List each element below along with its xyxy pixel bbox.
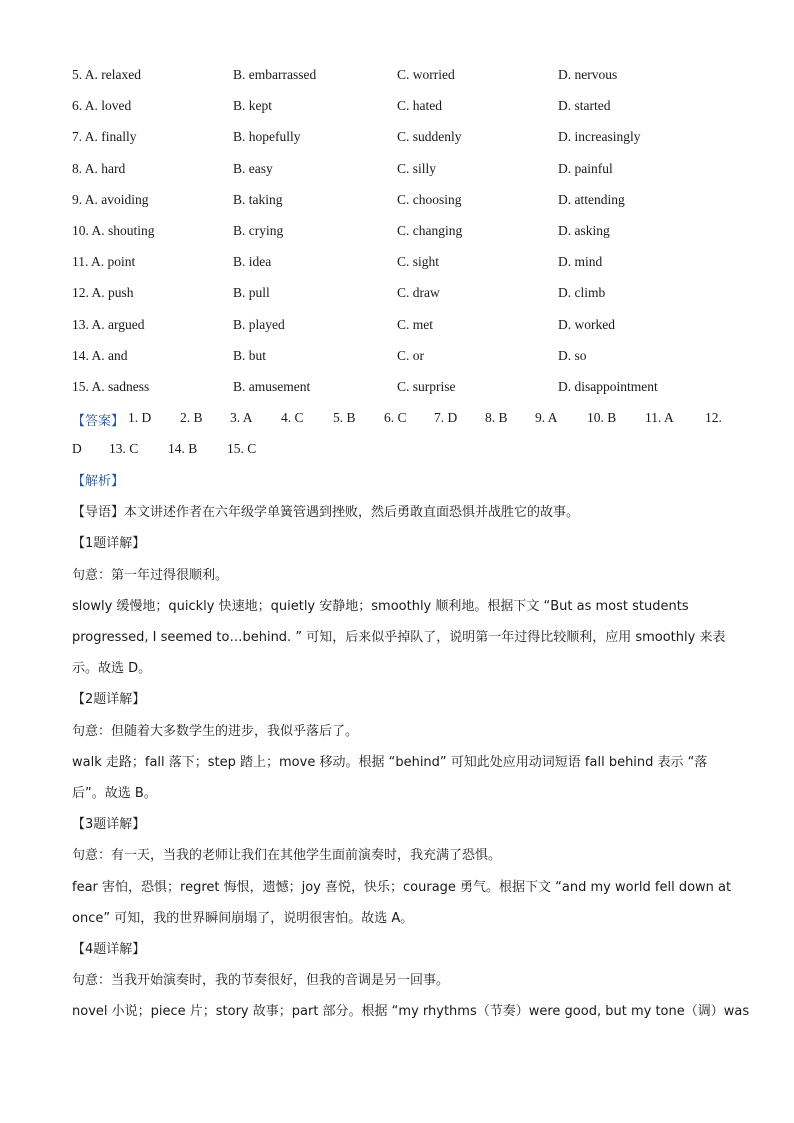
option-c: C. or — [397, 347, 424, 363]
detail-text: once” 可知，我的世界瞬间崩塌了，说明很害怕。故选 A。 — [72, 910, 414, 926]
option-row — [72, 67, 722, 87]
option-a: 13. A. argued — [72, 316, 145, 332]
answer-item: 6. C — [384, 410, 407, 425]
option-row — [72, 254, 722, 274]
option-row — [72, 192, 722, 212]
option-c: C. changing — [397, 223, 463, 238]
intro-text: 【导语】本文讲述作者在六年级学单簧管遇到挫败，然后勇敢直面恐惧并战胜它的故事。 — [72, 505, 580, 521]
answer-item: 9. A — [535, 410, 558, 425]
answer-item: 3. A — [230, 410, 253, 425]
option-c: C. hated — [397, 98, 442, 114]
detail-meaning: 句意：有一天，当我的老师让我们在其他学生面前演奏时，我充满了恐惧。 — [72, 848, 502, 864]
answer-item: 10. B — [587, 410, 617, 425]
option-b: B. kept — [233, 98, 272, 114]
option-b: B. but — [233, 347, 267, 363]
option-d: D. asking — [558, 223, 610, 238]
detail-meaning: 句意：但随着大多数学生的进步，我似乎落后了。 — [72, 723, 359, 739]
option-d: D. mind — [558, 254, 603, 270]
option-row — [72, 348, 722, 368]
option-a: 12. A. push — [72, 285, 134, 301]
option-row — [72, 223, 722, 243]
option-c: C. choosing — [397, 191, 462, 207]
option-d: D. painful — [558, 160, 613, 176]
option-c: C. met — [397, 316, 433, 332]
answer-item: 1. D — [128, 410, 152, 425]
answer-item: 8. B — [485, 410, 508, 425]
option-a: 6. A. loved — [72, 98, 132, 114]
detail-text: slowly 缓慢地；quickly 快速地；quietly 安静地；smoothly 顺利地。根据下文 “But as most students — [72, 598, 689, 614]
detail-text: walk 走路；fall 落下；step 踏上；move 移动。根据 “behind” 可知此处应用动词短语 fall behind 表示 “落 — [72, 754, 708, 770]
option-d: D. worked — [558, 316, 615, 332]
detail-text: fear 害怕，恐惧；regret 悔恨，遗憾；joy 喜悦，快乐；courage 勇气。根据下文 “and my world fell down at — [72, 879, 732, 895]
option-b: B. embarrassed — [233, 67, 317, 82]
detail-text: 示。故选 D。 — [72, 661, 152, 677]
detail-meaning: 句意：第一年过得很顺利。 — [72, 567, 229, 583]
answer-item: 4. C — [281, 410, 304, 425]
option-c: C. sight — [397, 254, 440, 270]
option-a: 14. A. and — [72, 347, 128, 363]
option-c: C. silly — [397, 160, 437, 176]
option-b: B. played — [233, 316, 285, 332]
detail-text: novel 小说；piece 片；story 故事；part 部分。根据 “my rhythms（节奏）were good, but my tone（调）was — [72, 1004, 750, 1020]
answer-item: 15. C — [227, 441, 257, 456]
option-row — [72, 98, 722, 118]
option-a: 5. A. relaxed — [72, 67, 141, 82]
detail-text: progressed, I seemed to…behind. ” 可知，后来似乎掉队了，说明第一年过得比较顺利，应用 smoothly 来表 — [72, 630, 726, 645]
option-d: D. increasingly — [558, 129, 641, 145]
answer-item: 2. B — [180, 410, 203, 425]
option-b: B. crying — [233, 223, 284, 238]
option-b: B. hopefully — [233, 129, 301, 145]
option-row — [72, 317, 722, 337]
option-row — [72, 379, 722, 399]
option-a: 8. A. hard — [72, 160, 126, 176]
detail-heading: 【2题详解】 — [72, 692, 146, 708]
option-b: B. idea — [233, 254, 272, 270]
answer-item: 14. B — [168, 441, 198, 456]
detail-heading: 【3题详解】 — [72, 817, 146, 833]
detail-heading: 【1题详解】 — [72, 536, 146, 552]
option-row — [72, 129, 722, 149]
option-b: B. easy — [233, 160, 273, 176]
option-b: B. amusement — [233, 379, 311, 394]
answer-item: 11. A — [645, 410, 674, 425]
analysis-label: 【解析】 — [72, 474, 125, 489]
option-a: 9. A. avoiding — [72, 191, 149, 207]
option-d: D. so — [558, 347, 587, 363]
option-c: C. worried — [397, 67, 455, 82]
option-row — [72, 285, 722, 305]
answer-row — [72, 441, 722, 461]
answer-item: 12. — [705, 410, 722, 425]
option-b: B. taking — [233, 191, 283, 207]
option-a: 15. A. sadness — [72, 379, 150, 394]
option-d: D. started — [558, 98, 611, 114]
answer-item: 5. B — [333, 410, 356, 425]
detail-meaning: 句意：当我开始演奏时，我的节奏很好，但我的音调是另一回事。 — [72, 973, 450, 989]
option-d: D. nervous — [558, 67, 618, 82]
answer-item: 7. D — [434, 410, 458, 425]
answer-row — [72, 410, 722, 430]
option-c: C. draw — [397, 285, 440, 301]
detail-text: 后”。故选 B。 — [72, 786, 157, 801]
answer-label: 【答案】 — [72, 414, 125, 429]
answer-item: 13. C — [109, 441, 139, 456]
option-a: 10. A. shouting — [72, 223, 155, 238]
option-b: B. pull — [233, 285, 270, 301]
detail-heading: 【4题详解】 — [72, 942, 146, 957]
option-row — [72, 161, 722, 181]
option-d: D. disappointment — [558, 379, 658, 394]
answer-item: D — [72, 441, 82, 456]
option-a: 11. A. point — [72, 254, 136, 270]
option-a: 7. A. finally — [72, 129, 137, 145]
option-d: D. climb — [558, 285, 606, 301]
option-c: C. suddenly — [397, 129, 462, 145]
option-c: C. surprise — [397, 379, 456, 394]
option-d: D. attending — [558, 191, 625, 207]
